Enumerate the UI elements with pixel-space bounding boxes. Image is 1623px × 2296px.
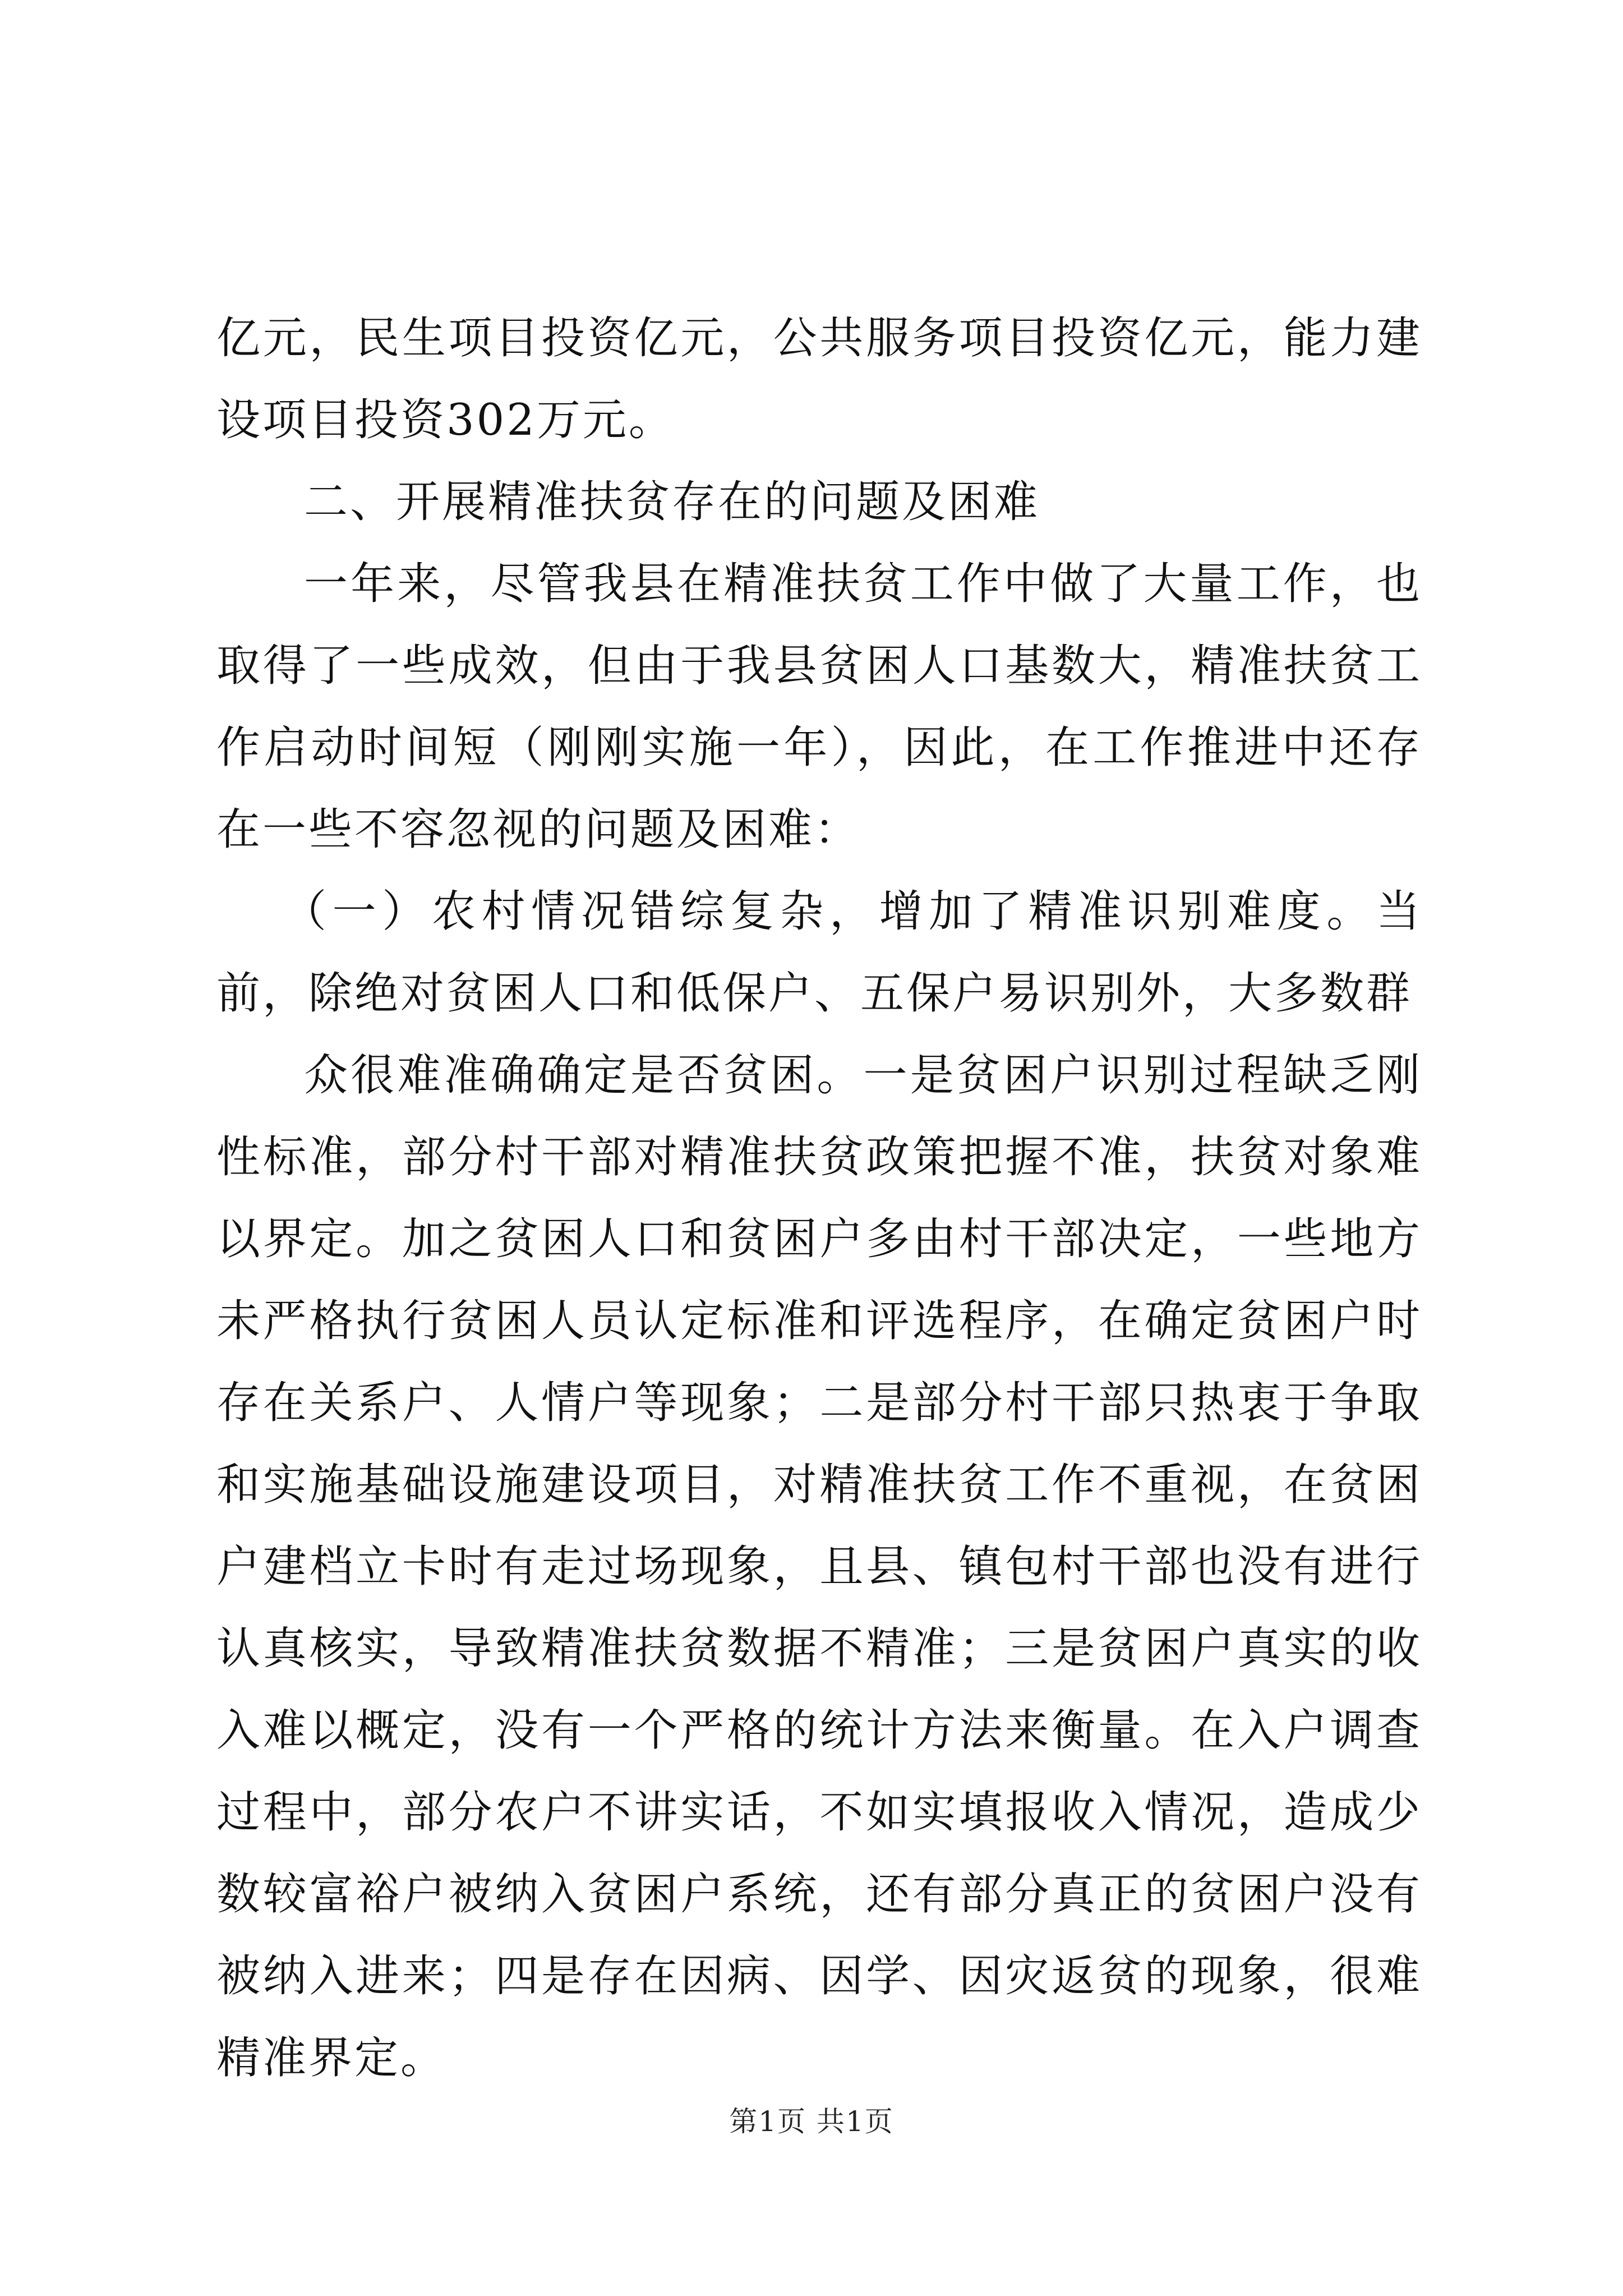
section-heading-problems: 二、开展精准扶贫存在的问题及困难 — [304, 477, 1040, 527]
document-body — [216, 297, 1422, 2099]
paragraph-investment-summary: 亿元，民生项目投资亿元，公共服务项目投资亿元，能力建设项目投资302万元。 — [216, 313, 1422, 445]
paragraph-overview: 一年来，尽管我县在精准扶贫工作中做了大量工作，也取得了一些成效，但由于我县贫困人口基数大，精准扶贫工作启动时间短（刚刚实施一年），因此，在工作推进中还存在一些不容忽视的问题及困难： — [216, 559, 1422, 855]
subsection-heading-identification: （一）农村情况错综复杂，增加了精准识别难度。当前，除绝对贫困人口和低保户、五保户易识别外，大多数群 — [216, 886, 1422, 1019]
page-number-label: 第1页 共1页 — [729, 2105, 894, 2138]
page-footer — [0, 2105, 1623, 2138]
paragraph-identification-details: 众很难准确确定是否贫困。一是贫困户识别过程缺乏刚性标准，部分村干部对精准扶贫政策把握不准，扶贫对象难以界定。加之贫困人口和贫困户多由村干部决定，一些地方未严格执行贫困人员认定标准和评选程序，在确定贫困户时存在关系户、人情户等现象；二是部分村干部只热衷于争取和实施基础设施建设项目，对精准扶贫工作不重视，在贫困户建档立卡时有走过场现象，且县、镇包村干部也没有进行认真核实，导致精准扶贫数据不精准；三是贫困户真实的收入难以概定，没有一个严格的统计方法来衡量。在入户调查过程中，部分农户不讲实话，不如实填报收入情况，造成少数较富裕户被纳入贫困户系统，还有部分真正的贫困户没有被纳入进来；四是存在因病、因学、因灾返贫的现象，很难精准界定。 — [216, 1050, 1422, 2083]
